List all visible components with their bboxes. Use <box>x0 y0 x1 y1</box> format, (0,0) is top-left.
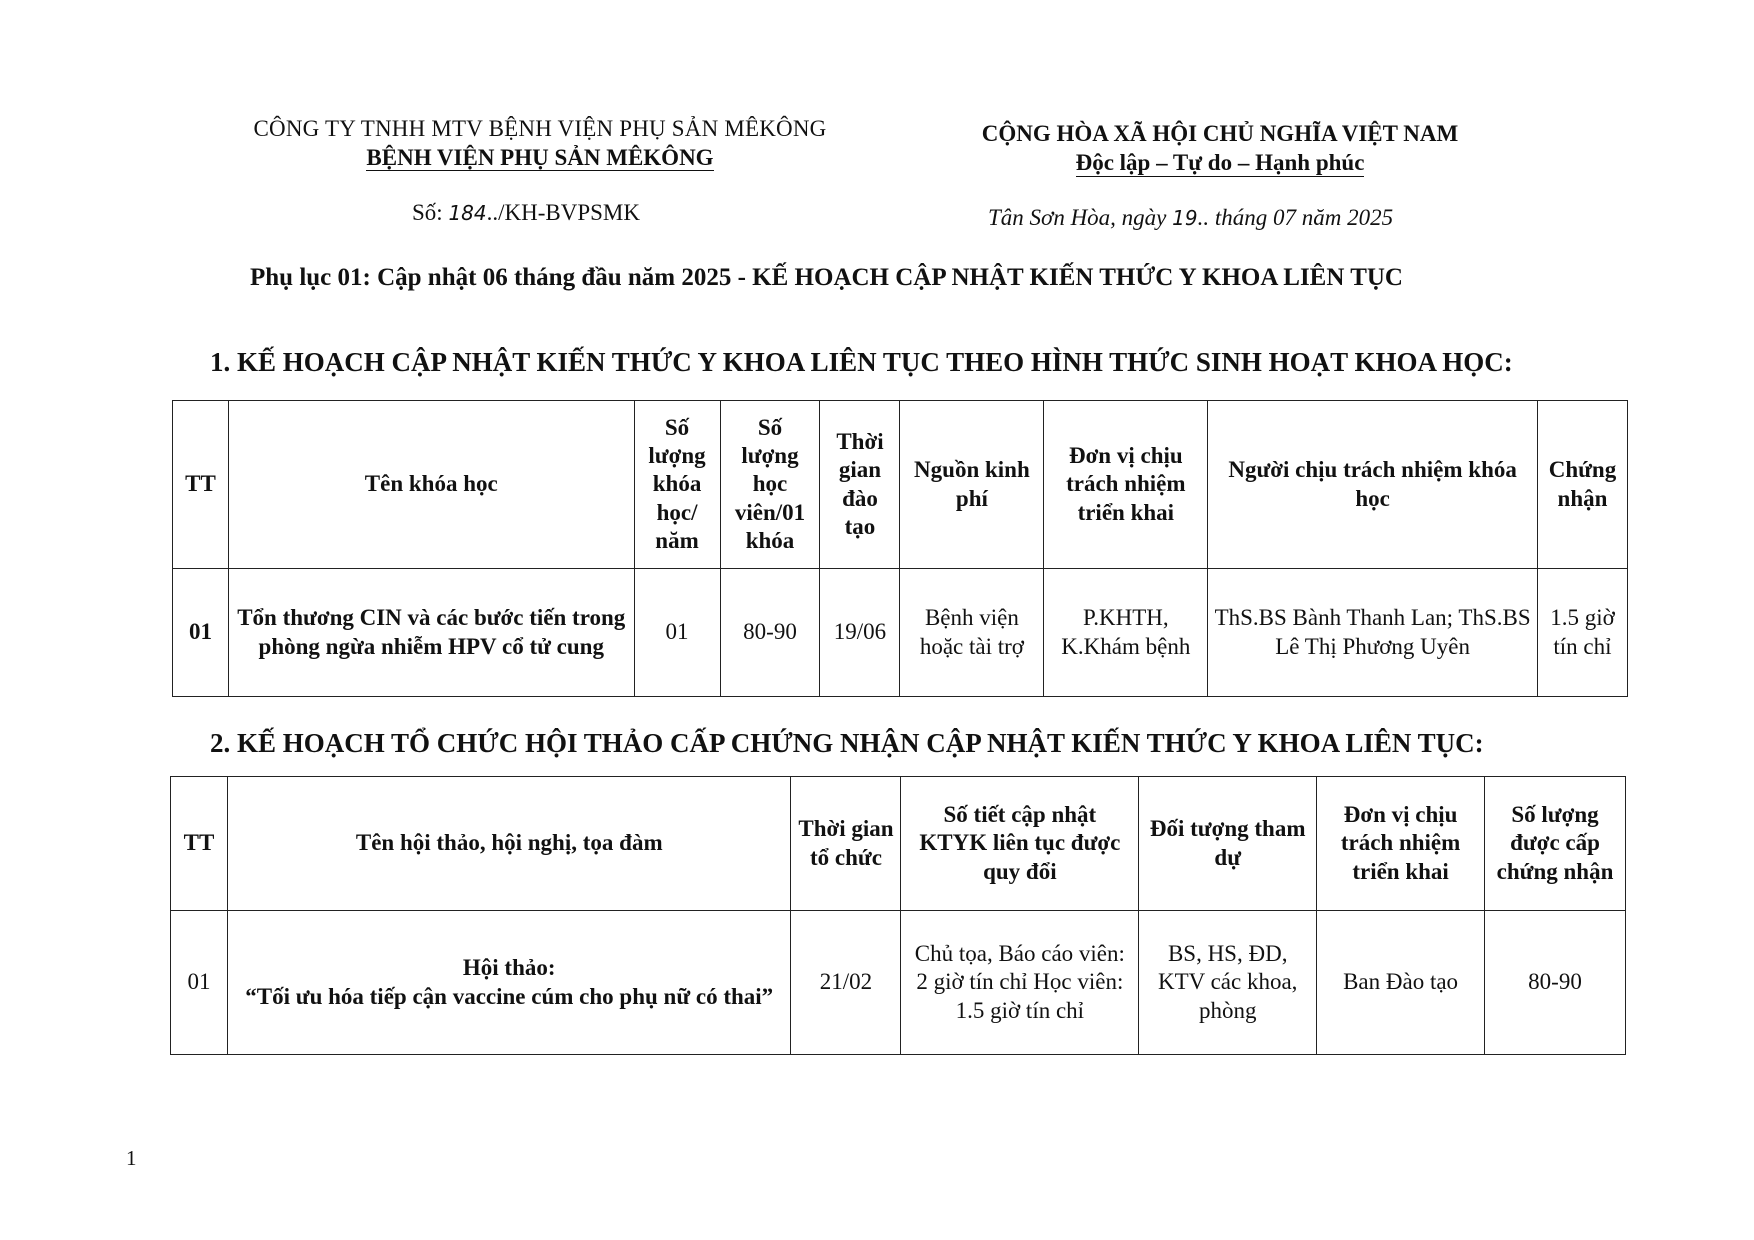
table-header-row <box>173 401 1628 569</box>
row-tt: 01 <box>171 911 228 1055</box>
certificate-quantity: 80-90 <box>1485 911 1626 1055</box>
place-date-suffix: .. tháng 07 năm 2025 <box>1197 205 1394 230</box>
column-header: TT <box>171 777 228 911</box>
column-header: Đối tượng tham dự <box>1139 777 1317 911</box>
funding-source: Bệnh viện hoặc tài trợ <box>900 569 1044 697</box>
hospital-name-text: BỆNH VIỆN PHỤ SẢN MÊKÔNG <box>366 145 714 170</box>
day-handwritten: 19 <box>1172 206 1198 230</box>
workshop-time: 21/02 <box>791 911 901 1055</box>
column-header: Chứng nhận <box>1537 401 1627 569</box>
column-header: Tên khóa học <box>228 401 634 569</box>
section-2-heading: 2. KẾ HOẠCH TỔ CHỨC HỘI THẢO CẤP CHỨNG NHẬN CẬP NHẬT KIẾN THỨC Y KHOA LIÊN TỤC: <box>210 728 1484 758</box>
column-header: TT <box>173 401 229 569</box>
table-row <box>171 911 1626 1055</box>
column-header: Số lượng khóa học/ năm <box>634 401 720 569</box>
students-per-course: 80-90 <box>720 569 820 697</box>
table-row <box>173 569 1628 697</box>
table-header-row <box>171 777 1626 911</box>
training-time: 19/06 <box>820 569 900 697</box>
national-motto <box>940 150 1500 176</box>
document-number-prefix: Số: <box>412 200 449 225</box>
hospital-name <box>228 145 852 171</box>
page-number: 1 <box>126 1146 137 1170</box>
column-header: Đơn vị chịu trách nhiệm triển khai <box>1044 401 1208 569</box>
responsible-person: ThS.BS Bành Thanh Lan; ThS.BS Lê Thị Phương Uyên <box>1208 569 1538 697</box>
column-header: Đơn vị chịu trách nhiệm triển khai <box>1317 777 1485 911</box>
document-number-handwritten: 184 <box>448 201 487 225</box>
credit-hours: Chủ tọa, Báo cáo viên: 2 giờ tín chỉ Học viên: 1.5 giờ tín chỉ <box>901 911 1139 1055</box>
column-header: Thời gian đào tạo <box>820 401 900 569</box>
certificate: 1.5 giờ tín chỉ <box>1537 569 1627 697</box>
column-header: Nguồn kinh phí <box>900 401 1044 569</box>
national-motto-text: Độc lập – Tự do – Hạnh phúc <box>1075 150 1365 175</box>
workshop-table <box>170 776 1626 1055</box>
responsible-unit: P.KHTH, K.Khám bệnh <box>1044 569 1208 697</box>
workshop-label: Hội thảo: <box>462 955 556 981</box>
place-date <box>988 205 1393 231</box>
place-date-prefix: Tân Sơn Hòa, ngày <box>988 205 1173 230</box>
courses-per-year: 01 <box>634 569 720 697</box>
column-header: Số lượng được cấp chứng nhận <box>1485 777 1626 911</box>
document-number-suffix: ../KH-BVPSMK <box>486 200 640 225</box>
document-number <box>412 200 640 226</box>
column-header: Số tiết cập nhật KTYK liên tục được quy đổi <box>901 777 1139 911</box>
column-header: Số lượng học viên/01 khóa <box>720 401 820 569</box>
section-1-heading: 1. KẾ HOẠCH CẬP NHẬT KIẾN THỨC Y KHOA LIÊN TỤC THEO HÌNH THỨC SINH HOẠT KHOA HỌC: <box>210 347 1513 377</box>
appendix-title: Phụ lục 01: Cập nhật 06 tháng đầu năm 2025 - KẾ HOẠCH CẬP NHẬT KIẾN THỨC Y KHOA LIÊN TỤC <box>250 264 1403 291</box>
row-tt: 01 <box>173 569 229 697</box>
participants: BS, HS, ĐD, KTV các khoa, phòng <box>1139 911 1317 1055</box>
training-table <box>172 400 1628 697</box>
company-name: CÔNG TY TNHH MTV BỆNH VIỆN PHỤ SẢN MÊKÔNG <box>253 116 827 141</box>
responsible-unit: Ban Đào tạo <box>1317 911 1485 1055</box>
column-header: Tên hội thảo, hội nghị, tọa đàm <box>227 777 791 911</box>
column-header: Thời gian tổ chức <box>791 777 901 911</box>
course-name: Tổn thương CIN và các bước tiến trong phòng ngừa nhiễm HPV cổ tử cung <box>228 569 634 697</box>
workshop-title: “Tối ưu hóa tiếp cận vaccine cúm cho phụ nữ có thai” <box>245 983 774 1009</box>
nation-title: CỘNG HÒA XÃ HỘI CHỦ NGHĨA VIỆT NAM <box>981 121 1459 146</box>
workshop-name <box>227 911 791 1055</box>
column-header: Người chịu trách nhiệm khóa học <box>1208 401 1538 569</box>
